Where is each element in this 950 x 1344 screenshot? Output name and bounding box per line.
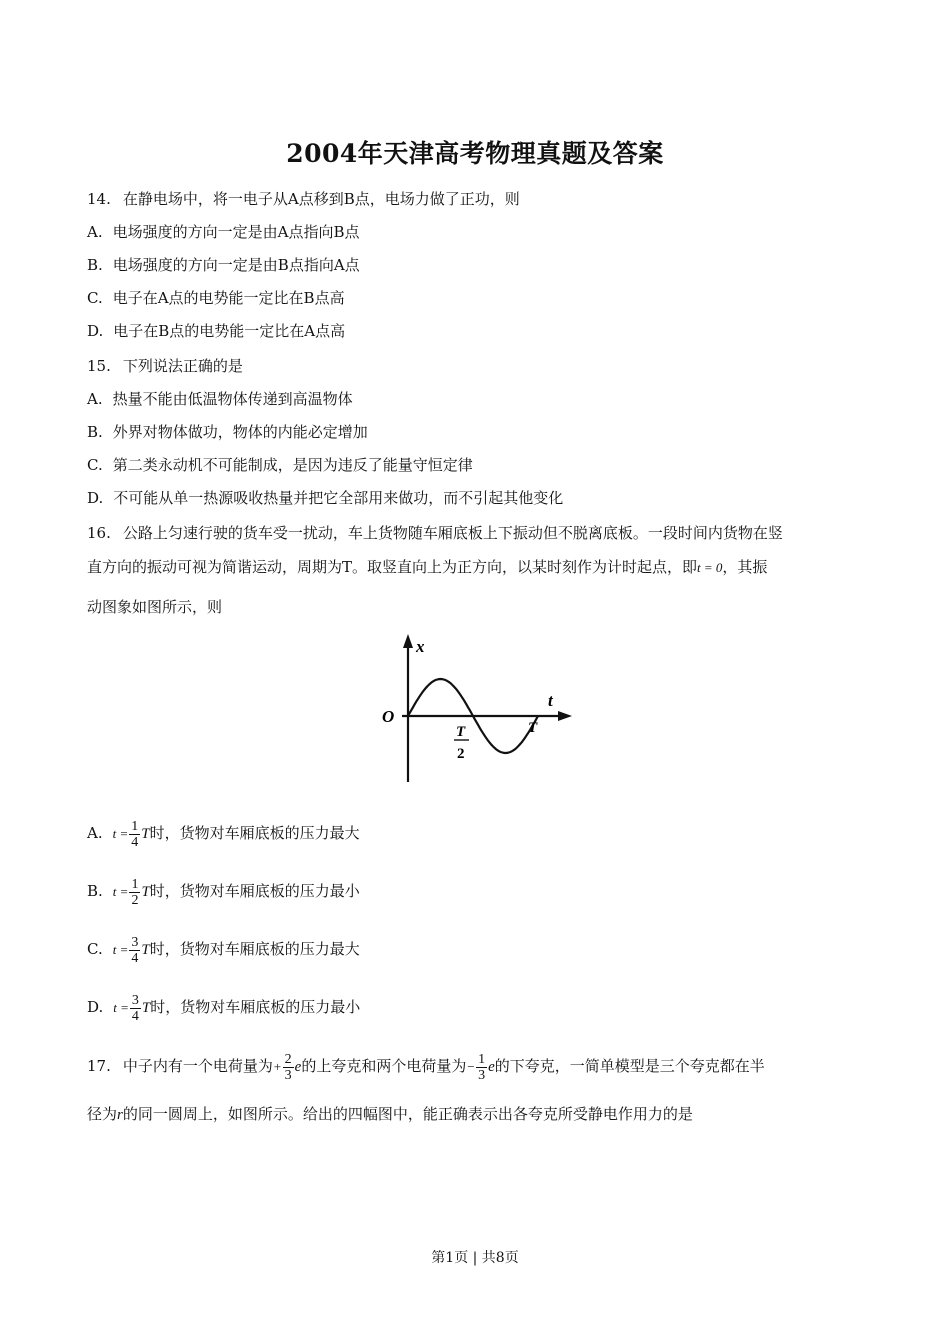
half-period-numerator: T	[456, 724, 466, 740]
half-period-denominator: 2	[457, 746, 465, 762]
question-text: 的下夸克，一简单模型是三个夸克都在半	[494, 1057, 765, 1075]
page-footer: 第1页 | 共8页	[431, 1250, 519, 1266]
math-t-equals: t =	[112, 884, 129, 899]
q16-option-d	[87, 990, 360, 1025]
option-label: D.	[87, 998, 104, 1016]
math-period: T	[141, 884, 150, 900]
q14-option-c	[87, 288, 345, 308]
question-text: 中子内有一个电荷量为	[122, 1057, 273, 1075]
option-label: D.	[87, 322, 104, 340]
option-text: 电场强度的方向一定是由B点指向A点	[112, 256, 360, 274]
math-period: T	[141, 1000, 151, 1016]
math-period: T	[141, 942, 150, 958]
option-label: C.	[87, 456, 103, 474]
charge-sign: +	[272, 1059, 282, 1074]
q15-option-a	[87, 389, 353, 409]
q14-option-d	[87, 321, 345, 341]
fraction-numerator: 3	[131, 934, 139, 950]
question-text: 公路上匀速行驶的货车受一扰动，车上货物随车厢底板上下振动但不脱离底板。一段时间内货物在竖	[122, 524, 783, 542]
q15-option-d	[87, 488, 563, 508]
x-axis-arrow	[403, 634, 413, 648]
option-text: 时，货物对车厢底板的压力最大	[149, 824, 360, 842]
option-label: B.	[87, 423, 103, 441]
question-text: 的上夸克和两个电荷量为	[301, 1057, 467, 1075]
charge-unit: e	[488, 1059, 495, 1075]
fraction	[129, 819, 140, 850]
q15-option-c	[87, 455, 473, 475]
question-16-line-2	[87, 557, 767, 578]
page-title: 2004年天津高考物理真题及答案	[286, 139, 664, 168]
fraction-denominator: 2	[131, 892, 139, 908]
question-number: 17.	[87, 1057, 111, 1075]
fraction-numerator: 1	[131, 818, 139, 834]
t-axis-arrow	[558, 711, 572, 721]
radius-symbol: r	[117, 1107, 123, 1123]
question-text: 径为	[87, 1105, 118, 1123]
vibration-graph	[376, 632, 576, 784]
fraction	[129, 935, 140, 966]
fraction-numerator: 2	[284, 1051, 292, 1067]
fraction-numerator: 3	[131, 992, 139, 1008]
question-number: 15.	[87, 357, 111, 375]
option-label: B.	[87, 882, 103, 900]
question-14-stem	[87, 189, 520, 209]
fraction-denominator: 4	[131, 950, 139, 966]
question-text: 的同一圆周上，如图所示。给出的四幅图中，能正确表示出各夸克所受静电作用力的是	[122, 1105, 693, 1123]
option-label: D.	[87, 489, 104, 507]
option-label: C.	[87, 289, 103, 307]
question-text: ，其振	[722, 558, 768, 576]
q16-option-a	[87, 816, 360, 851]
math-t-equals: t =	[113, 1000, 129, 1015]
question-16-line-3	[87, 597, 222, 617]
fraction-numerator: 1	[478, 1051, 486, 1067]
q16-option-c	[87, 932, 360, 967]
option-text: 电子在B点的电势能一定比在A点高	[113, 322, 346, 340]
option-text: 不可能从单一热源吸收热量并把它全部用来做功，而不引起其他变化	[113, 489, 564, 507]
option-text: 热量不能由低温物体传递到高温物体	[112, 390, 353, 408]
fraction	[283, 1052, 294, 1083]
fraction	[129, 877, 140, 908]
math-t-equals: t =	[112, 942, 129, 957]
question-16-line-1	[87, 523, 783, 543]
math-period: T	[141, 826, 150, 842]
option-label: B.	[87, 256, 103, 274]
question-15-stem	[87, 356, 243, 376]
question-number: 14.	[87, 190, 111, 208]
option-text: 时，货物对车厢底板的压力最大	[149, 940, 360, 958]
option-label: C.	[87, 940, 103, 958]
question-number: 16.	[87, 524, 111, 542]
question-17-line-2	[87, 1104, 693, 1125]
q15-option-b	[87, 422, 368, 442]
fraction-numerator: 1	[131, 876, 139, 892]
question-17-line-1	[87, 1049, 765, 1084]
fraction-denominator: 3	[284, 1067, 292, 1083]
q14-option-b	[87, 255, 360, 275]
option-text: 电子在A点的电势能一定比在B点高	[112, 289, 345, 307]
option-text: 时，货物对车厢底板的压力最小	[150, 998, 361, 1016]
fraction-denominator: 4	[131, 834, 139, 850]
charge-sign: −	[466, 1059, 476, 1074]
q14-option-a	[87, 222, 359, 242]
question-text: 在静电场中，将一电子从A点移到B点，电场力做了正功，则	[122, 190, 520, 208]
charge-unit: e	[294, 1059, 302, 1075]
period-label: T	[528, 720, 538, 736]
option-text: 外界对物体做功，物体的内能必定增加	[112, 423, 368, 441]
origin-label: O	[382, 707, 395, 726]
option-text: 第二类永动机不可能制成，是因为违反了能量守恒定律	[112, 456, 473, 474]
option-label: A.	[87, 824, 103, 842]
math-t-equals: t =	[112, 826, 129, 841]
option-text: 时，货物对车厢底板的压力最小	[149, 882, 360, 900]
option-label: A.	[87, 223, 103, 241]
q16-option-b	[87, 874, 360, 909]
question-text: 直方向的振动可视为简谐运动，周期为T。取竖直向上为正方向，以某时刻作为计时起点，即	[87, 558, 698, 576]
question-text: 下列说法正确的是	[122, 357, 243, 375]
fraction-denominator: 4	[131, 1008, 139, 1024]
math-t-zero: t = 0	[697, 560, 723, 575]
option-label: A.	[87, 390, 103, 408]
option-text: 电场强度的方向一定是由A点指向B点	[112, 223, 360, 241]
question-text: 动图象如图所示，则	[87, 598, 223, 616]
fraction-denominator: 3	[478, 1067, 486, 1083]
y-axis-label: x	[416, 637, 425, 656]
fraction	[476, 1052, 487, 1083]
fraction	[130, 993, 141, 1024]
x-axis-label: t	[548, 691, 553, 710]
